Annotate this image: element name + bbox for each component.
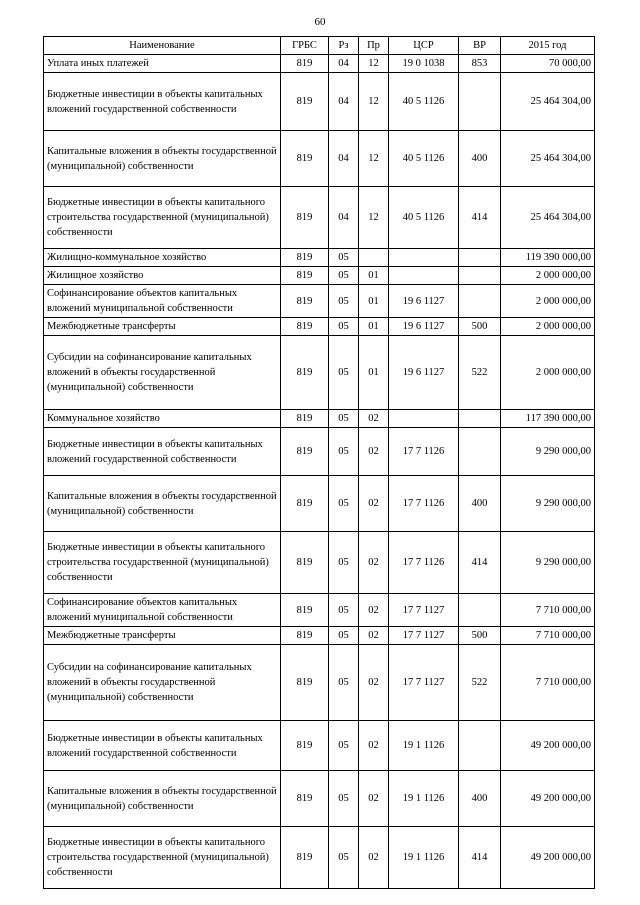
cell-vr xyxy=(459,428,501,476)
header-vr: ВР xyxy=(459,37,501,55)
cell-vr xyxy=(459,73,501,131)
cell-amount: 2 000 000,00 xyxy=(501,267,595,285)
cell-amount: 25 464 304,00 xyxy=(501,187,595,249)
cell-pr: 02 xyxy=(359,594,389,627)
table-row xyxy=(44,336,595,410)
cell-amount: 7 710 000,00 xyxy=(501,627,595,645)
cell-vr: 522 xyxy=(459,336,501,410)
cell-pr: 12 xyxy=(359,73,389,131)
cell-name: Бюджетные инвестиции в объекты капитальных вложений государственной собственности xyxy=(44,721,281,771)
cell-rz: 04 xyxy=(329,55,359,73)
table-row xyxy=(44,594,595,627)
cell-rz: 05 xyxy=(329,532,359,594)
cell-pr: 02 xyxy=(359,645,389,721)
cell-rz: 05 xyxy=(329,410,359,428)
cell-csr: 40 5 1126 xyxy=(389,73,459,131)
table-body xyxy=(44,55,595,889)
cell-grbs: 819 xyxy=(281,627,329,645)
cell-name: Капитальные вложения в объекты государственной (муниципальной) собственности xyxy=(44,771,281,827)
cell-pr: 12 xyxy=(359,55,389,73)
cell-pr: 12 xyxy=(359,131,389,187)
cell-rz: 05 xyxy=(329,476,359,532)
cell-csr: 17 7 1126 xyxy=(389,428,459,476)
cell-rz: 05 xyxy=(329,267,359,285)
cell-vr: 500 xyxy=(459,318,501,336)
cell-csr: 19 6 1127 xyxy=(389,285,459,318)
cell-name: Капитальные вложения в объекты государственной (муниципальной) собственности xyxy=(44,131,281,187)
cell-pr: 02 xyxy=(359,532,389,594)
cell-vr: 400 xyxy=(459,771,501,827)
cell-rz: 05 xyxy=(329,249,359,267)
cell-csr xyxy=(389,249,459,267)
cell-grbs: 819 xyxy=(281,594,329,627)
cell-csr: 17 7 1126 xyxy=(389,476,459,532)
cell-amount: 2 000 000,00 xyxy=(501,285,595,318)
table-row xyxy=(44,187,595,249)
cell-grbs: 819 xyxy=(281,827,329,889)
cell-vr xyxy=(459,594,501,627)
table-row xyxy=(44,771,595,827)
cell-amount: 9 290 000,00 xyxy=(501,428,595,476)
cell-amount: 70 000,00 xyxy=(501,55,595,73)
table-row xyxy=(44,532,595,594)
cell-amount: 49 200 000,00 xyxy=(501,771,595,827)
header-pr: Пр xyxy=(359,37,389,55)
cell-amount: 25 464 304,00 xyxy=(501,73,595,131)
cell-pr: 01 xyxy=(359,267,389,285)
cell-amount: 7 710 000,00 xyxy=(501,594,595,627)
cell-rz: 04 xyxy=(329,73,359,131)
cell-grbs: 819 xyxy=(281,73,329,131)
cell-csr xyxy=(389,267,459,285)
cell-vr xyxy=(459,267,501,285)
cell-name: Уплата иных платежей xyxy=(44,55,281,73)
cell-csr: 19 0 1038 xyxy=(389,55,459,73)
cell-name: Субсидии на софинансирование капитальных вложений в объекты государственной (муниципальной) собственности xyxy=(44,645,281,721)
cell-rz: 05 xyxy=(329,336,359,410)
cell-grbs: 819 xyxy=(281,476,329,532)
cell-pr xyxy=(359,249,389,267)
header-name: Наименование xyxy=(44,37,281,55)
cell-name: Софинансирование объектов капитальных вложений муниципальной собственности xyxy=(44,594,281,627)
table-row xyxy=(44,131,595,187)
cell-vr: 500 xyxy=(459,627,501,645)
cell-vr: 522 xyxy=(459,645,501,721)
cell-rz: 05 xyxy=(329,594,359,627)
cell-amount: 49 200 000,00 xyxy=(501,827,595,889)
table-row xyxy=(44,721,595,771)
page-number: 60 xyxy=(314,16,326,28)
cell-pr: 02 xyxy=(359,627,389,645)
cell-rz: 05 xyxy=(329,827,359,889)
cell-csr: 19 6 1127 xyxy=(389,318,459,336)
cell-vr xyxy=(459,410,501,428)
table-row xyxy=(44,267,595,285)
cell-name: Бюджетные инвестиции в объекты капитальных вложений государственной собственности xyxy=(44,73,281,131)
header-rz: Рз xyxy=(329,37,359,55)
cell-rz: 04 xyxy=(329,131,359,187)
cell-amount: 25 464 304,00 xyxy=(501,131,595,187)
cell-pr: 02 xyxy=(359,827,389,889)
cell-vr: 853 xyxy=(459,55,501,73)
cell-vr xyxy=(459,285,501,318)
cell-vr: 414 xyxy=(459,827,501,889)
cell-pr: 02 xyxy=(359,476,389,532)
cell-grbs: 819 xyxy=(281,771,329,827)
cell-pr: 01 xyxy=(359,285,389,318)
cell-rz: 04 xyxy=(329,187,359,249)
table-row xyxy=(44,645,595,721)
cell-name: Жилищно-коммунальное хозяйство xyxy=(44,249,281,267)
header-year: 2015 год xyxy=(501,37,595,55)
cell-name: Межбюджетные трансферты xyxy=(44,318,281,336)
cell-csr: 19 6 1127 xyxy=(389,336,459,410)
cell-pr: 02 xyxy=(359,428,389,476)
cell-csr: 40 5 1126 xyxy=(389,131,459,187)
cell-name: Жилищное хозяйство xyxy=(44,267,281,285)
cell-name: Межбюджетные трансферты xyxy=(44,627,281,645)
cell-amount: 9 290 000,00 xyxy=(501,476,595,532)
cell-pr: 01 xyxy=(359,318,389,336)
table-row xyxy=(44,249,595,267)
cell-grbs: 819 xyxy=(281,336,329,410)
cell-grbs: 819 xyxy=(281,55,329,73)
cell-rz: 05 xyxy=(329,771,359,827)
cell-amount: 2 000 000,00 xyxy=(501,318,595,336)
cell-grbs: 819 xyxy=(281,721,329,771)
cell-amount: 117 390 000,00 xyxy=(501,410,595,428)
table-row xyxy=(44,827,595,889)
cell-pr: 02 xyxy=(359,771,389,827)
cell-grbs: 819 xyxy=(281,187,329,249)
cell-grbs: 819 xyxy=(281,645,329,721)
cell-csr: 17 7 1127 xyxy=(389,645,459,721)
cell-csr: 17 7 1127 xyxy=(389,594,459,627)
cell-name: Софинансирование объектов капитальных вложений муниципальной собственности xyxy=(44,285,281,318)
cell-rz: 05 xyxy=(329,627,359,645)
budget-table xyxy=(43,36,595,889)
cell-pr: 12 xyxy=(359,187,389,249)
cell-grbs: 819 xyxy=(281,131,329,187)
table-row xyxy=(44,627,595,645)
cell-amount: 7 710 000,00 xyxy=(501,645,595,721)
table-row xyxy=(44,318,595,336)
cell-csr: 19 1 1126 xyxy=(389,721,459,771)
cell-pr: 01 xyxy=(359,336,389,410)
cell-rz: 05 xyxy=(329,645,359,721)
cell-csr: 19 1 1126 xyxy=(389,827,459,889)
cell-csr: 17 7 1126 xyxy=(389,532,459,594)
cell-amount: 49 200 000,00 xyxy=(501,721,595,771)
cell-vr xyxy=(459,721,501,771)
cell-grbs: 819 xyxy=(281,285,329,318)
table-row xyxy=(44,410,595,428)
header-grbs: ГРБС xyxy=(281,37,329,55)
cell-rz: 05 xyxy=(329,318,359,336)
cell-rz: 05 xyxy=(329,285,359,318)
table-row xyxy=(44,73,595,131)
cell-name: Бюджетные инвестиции в объекты капитального строительства государственной (муниципальной) собственности xyxy=(44,532,281,594)
cell-vr: 414 xyxy=(459,532,501,594)
header-csr: ЦСР xyxy=(389,37,459,55)
cell-rz: 05 xyxy=(329,428,359,476)
cell-name: Бюджетные инвестиции в объекты капитального строительства государственной (муниципальной) собственности xyxy=(44,827,281,889)
table-row xyxy=(44,428,595,476)
cell-grbs: 819 xyxy=(281,532,329,594)
table-row xyxy=(44,476,595,532)
cell-name: Капитальные вложения в объекты государственной (муниципальной) собственности xyxy=(44,476,281,532)
cell-csr: 40 5 1126 xyxy=(389,187,459,249)
table-row xyxy=(44,285,595,318)
cell-amount: 9 290 000,00 xyxy=(501,532,595,594)
cell-name: Коммунальное хозяйство xyxy=(44,410,281,428)
cell-vr: 400 xyxy=(459,131,501,187)
cell-pr: 02 xyxy=(359,721,389,771)
cell-csr: 17 7 1127 xyxy=(389,627,459,645)
cell-name: Бюджетные инвестиции в объекты капитального строительства государственной (муниципальной) собственности xyxy=(44,187,281,249)
cell-amount: 2 000 000,00 xyxy=(501,336,595,410)
cell-name: Бюджетные инвестиции в объекты капитальных вложений государственной собственности xyxy=(44,428,281,476)
cell-grbs: 819 xyxy=(281,267,329,285)
cell-vr: 414 xyxy=(459,187,501,249)
cell-amount: 119 390 000,00 xyxy=(501,249,595,267)
cell-vr: 400 xyxy=(459,476,501,532)
cell-pr: 02 xyxy=(359,410,389,428)
header-row xyxy=(44,37,595,55)
cell-grbs: 819 xyxy=(281,410,329,428)
cell-vr xyxy=(459,249,501,267)
cell-grbs: 819 xyxy=(281,428,329,476)
cell-csr xyxy=(389,410,459,428)
cell-rz: 05 xyxy=(329,721,359,771)
cell-grbs: 819 xyxy=(281,249,329,267)
cell-csr: 19 1 1126 xyxy=(389,771,459,827)
cell-name: Субсидии на софинансирование капитальных вложений в объекты государственной (муниципальной) собственности xyxy=(44,336,281,410)
table-row xyxy=(44,55,595,73)
cell-grbs: 819 xyxy=(281,318,329,336)
